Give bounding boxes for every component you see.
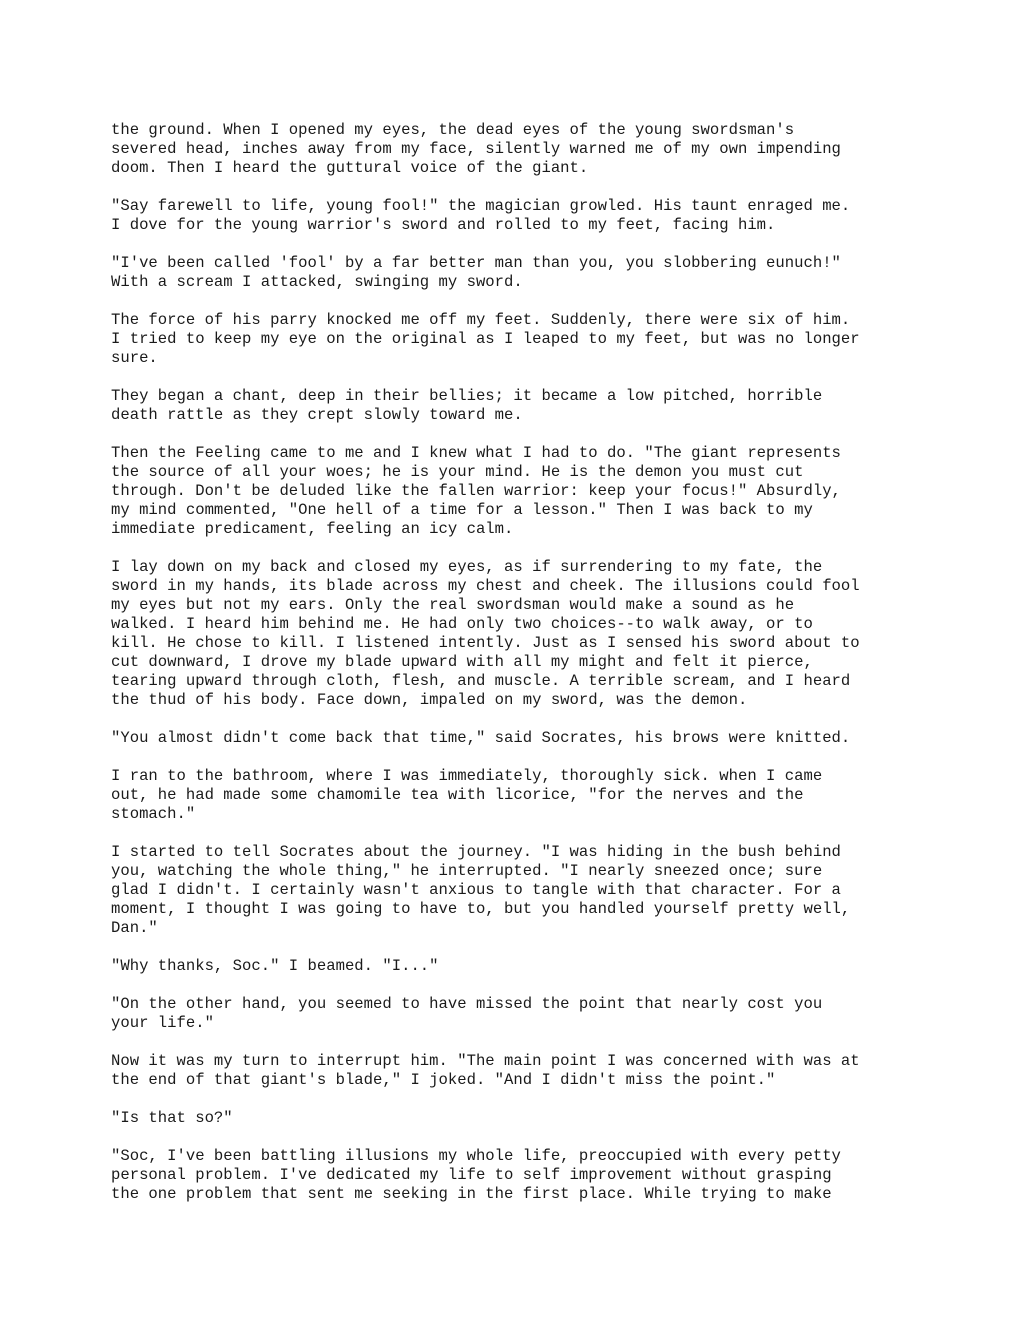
paragraph: "Why thanks, Soc." I beamed. "I...": [111, 957, 439, 975]
paragraph: "Soc, I've been battling illusions my whole life, preoccupied with every petty personal problem. I've dedicated my life to self improvement without grasping the one problem that sent me seeking in the first place. While trying to make: [111, 1147, 841, 1203]
paragraph: The force of his parry knocked me off my feet. Suddenly, there were six of him. I tried to keep my eye on the original as I leaped to my feet, but was no longer sure.: [111, 311, 860, 367]
paragraph: "Say farewell to life, young fool!" the magician growled. His taunt enraged me. I dove for the young warrior's sword and rolled to my feet, facing him.: [111, 197, 851, 234]
paragraph: "Is that so?": [111, 1109, 233, 1127]
paragraph: I ran to the bathroom, where I was immediately, thoroughly sick. when I came out, he had made some chamomile tea with licorice, "for the nerves and the stomach.": [111, 767, 823, 823]
paragraph: I lay down on my back and closed my eyes, as if surrendering to my fate, the sword in my hands, its blade across my chest and cheek. The illusions could fool my eyes but not my ears. Only the real swordsman would make a sound as he walked. I heard him behind me. He had only two choices--to walk away, or to kill. He chose to kill. I listened intently. Just as I sensed his sword about to cut downward, I drove my blade upward with all my might and felt it pierce, tearing upward through cloth, flesh, and muscle. A terrible scream, and I heard the thud of his body. Face down, impaled on my sword, was the demon.: [111, 558, 860, 709]
paragraph: They began a chant, deep in their bellies; it became a low pitched, horrible death rattle as they crept slowly toward me.: [111, 387, 823, 424]
paragraph: "I've been called 'fool' by a far better man than you, you slobbering eunuch!" With a scream I attacked, swinging my sword.: [111, 254, 841, 291]
paragraph: Now it was my turn to interrupt him. "The main point I was concerned with was at the end of that giant's blade," I joked. "And I didn't miss the point.": [111, 1052, 860, 1089]
paragraph: "You almost didn't come back that time," said Socrates, his brows were knitted.: [111, 729, 851, 747]
paragraph: I started to tell Socrates about the journey. "I was hiding in the bush behind you, watching the whole thing," he interrupted. "I nearly sneezed once; sure glad I didn't. I certainly wasn't anxious to tangle with that character. For a moment, I thought I was going to have to, but you handled yourself pretty well, Dan.": [111, 843, 851, 937]
paragraph: "On the other hand, you seemed to have missed the point that nearly cost you your life.": [111, 995, 823, 1032]
paragraph: Then the Feeling came to me and I knew what I had to do. "The giant represents the source of all your woes; he is your mind. He is the demon you must cut through. Don't be deluded like the fallen warrior: keep your focus!" Absurdly, my mind commented, "One hell of a time for a lesson." Then I was back to my immediate predicament, feeling an icy calm.: [111, 444, 841, 538]
paragraph: the ground. When I opened my eyes, the dead eyes of the young swordsman's severed head, inches away from my face, silently warned me of my own impending doom. Then I heard the guttural voice of the giant.: [111, 121, 841, 177]
document-body: [111, 121, 991, 1223]
